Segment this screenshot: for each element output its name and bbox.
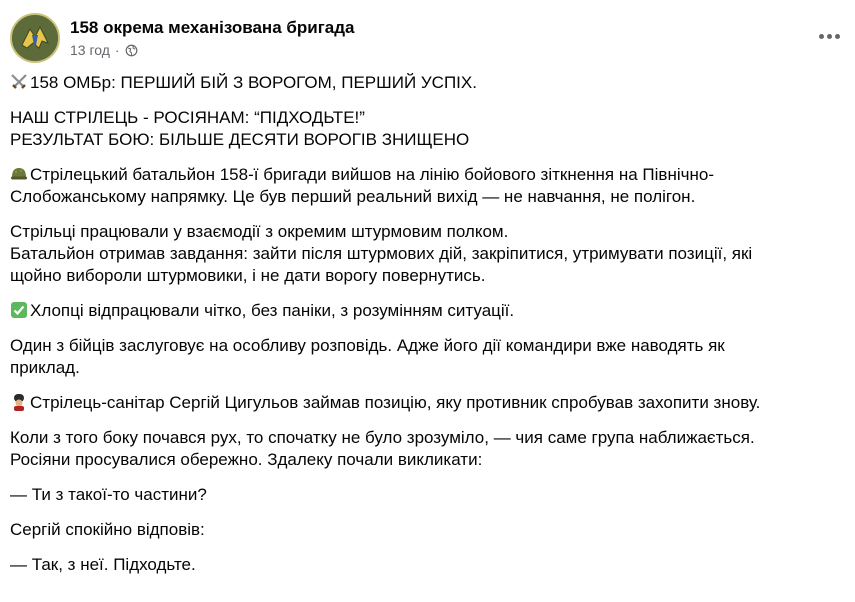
page-name-link[interactable]: 158 окрема механізована бригада [70, 18, 355, 37]
text-line: Слобожанському напрямку. Це був перший реальний вихід — не навчання, не полігон. [10, 187, 696, 206]
paragraph-special [10, 335, 848, 379]
medic-text: Стрілець-санітар Сергій Цигульов займав позицію, яку противник спробував захопити знову. [30, 393, 761, 412]
paragraph-reply-intro [10, 519, 848, 541]
meta-separator: · [114, 42, 120, 58]
post-timestamp[interactable]: 13 год [70, 42, 110, 58]
dialogue-line: — Ти з такої-то частини? [10, 485, 207, 504]
paragraph-reply [10, 554, 848, 576]
crossed-swords-icon [10, 73, 28, 91]
dialogue-line: — Так, з неї. Підходьте. [10, 555, 196, 574]
post-body [10, 72, 848, 589]
guard-icon [10, 393, 28, 411]
paragraph-battalion [10, 164, 848, 208]
text-line: Сергій спокійно відповів: [10, 520, 205, 539]
more-options-button[interactable] [811, 22, 847, 50]
more-horizontal-icon-dot [835, 34, 840, 39]
military-helmet-icon [10, 165, 28, 183]
post-header [10, 12, 354, 64]
check-mark-icon [10, 301, 28, 319]
paragraph-question [10, 484, 848, 506]
text-line: Один з бійців заслуговує на особливу розповідь. Адже його дії командири вже наводять як [10, 336, 725, 355]
headline-text: 158 ОМБр: ПЕРШИЙ БІЙ З ВОРОГОМ, ПЕРШИЙ УСПІХ. [30, 73, 477, 92]
paragraph-movement [10, 427, 848, 471]
more-horizontal-icon-dot [827, 34, 832, 39]
text-line: Стрільці працювали у взаємодії з окремим штурмовим полком. [10, 222, 509, 241]
page-avatar[interactable] [10, 13, 60, 63]
more-horizontal-icon [819, 34, 824, 39]
text-line: щойно вибороли штурмовики, і не дати ворогу повернутись. [10, 266, 486, 285]
text-line: РЕЗУЛЬТАТ БОЮ: БІЛЬШЕ ДЕСЯТИ ВОРОГІВ ЗНИЩЕНО [10, 130, 470, 149]
text-line [10, 164, 848, 186]
post-meta [70, 17, 354, 59]
brigade-emblem-icon [12, 15, 58, 61]
text-line: Росіяни просувалися обережно. Здалеку почали викликати: [10, 450, 483, 469]
text-line: Коли з того боку почався рух, то спочатку не було зрозуміло, — чия саме група наближається. [10, 428, 755, 447]
paragraph-medic [10, 392, 848, 414]
paragraph-headline [10, 72, 848, 94]
globe-icon[interactable] [125, 44, 138, 57]
post-time-row [70, 41, 354, 59]
performance-text: Хлопці відпрацювали чітко, без паніки, з розумінням ситуації. [30, 301, 515, 320]
paragraph-interaction [10, 221, 848, 287]
paragraph-performance [10, 300, 848, 322]
text-line-content: Стрілецький батальйон 158-ї бригади вийшов на лінію бойового зіткнення на Північно- [30, 165, 714, 184]
text-line: приклад. [10, 358, 80, 377]
text-line: Батальйон отримав завдання: зайти після штурмових дій, закріпитися, утримувати позиції, які [10, 244, 753, 263]
paragraph-subheadline [10, 107, 848, 151]
text-line: НАШ СТРІЛЕЦЬ - РОСІЯНАМ: “ПІДХОДЬТЕ!” [10, 108, 365, 127]
